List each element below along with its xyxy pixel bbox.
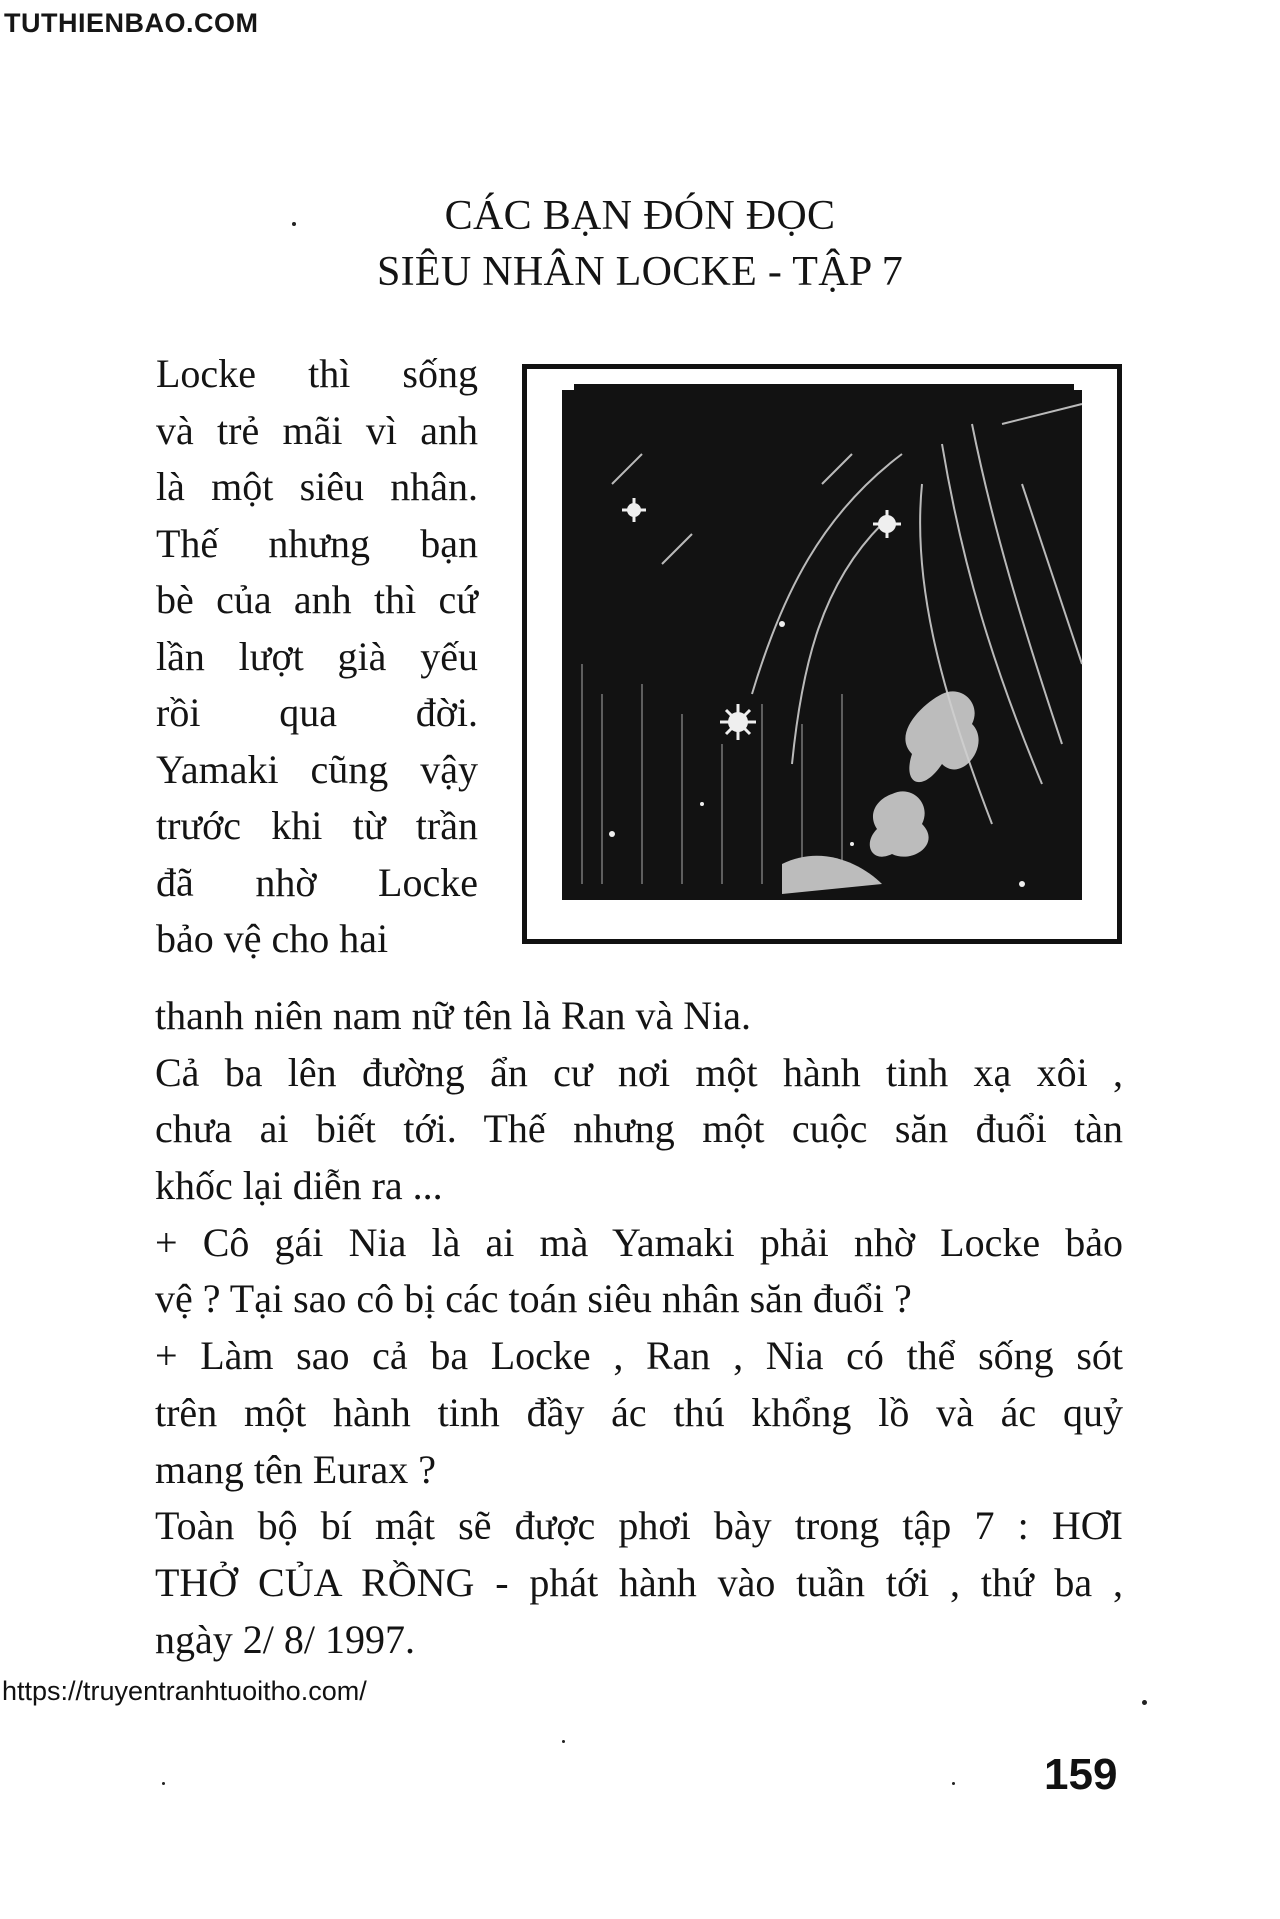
scan-speck: [1142, 1700, 1147, 1705]
cover-illustration: [522, 364, 1122, 944]
text-line: + Làm sao cả ba Locke , Ran , Nia có thể sống sót: [155, 1333, 1123, 1379]
page-number: 159: [1044, 1750, 1118, 1799]
body-text: [155, 988, 1123, 1668]
text-line: + Cô gái Nia là ai mà Yamaki phải nhờ Locke bảo: [155, 1219, 1123, 1265]
text-line: thanh niên nam nữ tên là Ran và Nia.: [155, 993, 751, 1038]
scan-speck: [952, 1782, 955, 1785]
text-line: Toàn bộ bí mật sẽ được phơi bày trong tập 7 : HƠI: [155, 1503, 1123, 1549]
title-line-1: CÁC BẠN ĐÓN ĐỌC: [444, 193, 836, 239]
title-line-2: SIÊU NHÂN LOCKE - TẬP 7: [376, 249, 904, 295]
text-line: và trẻ mãi vì anh: [156, 407, 478, 453]
text-line: đã nhờ Locke: [156, 859, 478, 905]
text-line: khốc lại diễn ra ...: [155, 1163, 443, 1209]
text-line: Thế nhưng bạn: [156, 520, 478, 566]
text-line: ngày 2/ 8/ 1997.: [155, 1616, 415, 1662]
scan-speck: [562, 1740, 565, 1743]
text-line: trên một hành tinh đầy ác thú khổng lồ và ác quỷ: [155, 1389, 1123, 1435]
illustration-image: [522, 364, 1122, 944]
text-line: bè của anh thì cứ: [156, 577, 478, 622]
watermark: TUTHIENBAO.COM: [4, 8, 259, 38]
text-line: Locke thì sống: [156, 351, 478, 396]
text-line: mang tên Eurax ?: [155, 1446, 436, 1492]
text-line: vệ ? Tại sao cô bị các toán siêu nhân săn đuổi ?: [155, 1276, 912, 1322]
scan-speck: [292, 222, 296, 226]
text-line: THỞ CỦA RỒNG - phát hành vào tuần tới , thứ ba ,: [155, 1559, 1123, 1605]
text-line: rồi qua đời.: [156, 690, 478, 735]
text-line: trước khi từ trần: [156, 803, 478, 848]
text-line: chưa ai biết tới. Thế nhưng một cuộc săn đuổi tàn: [155, 1106, 1123, 1152]
text-line: bảo vệ cho hai: [156, 916, 389, 961]
text-line: lần lượt già yếu: [156, 633, 478, 679]
scan-speck: [162, 1782, 165, 1785]
text-line: là một siêu nhân.: [156, 464, 478, 509]
source-url[interactable]: https://truyentranhtuoitho.com/: [2, 1676, 367, 1706]
text-line: Cả ba lên đường ẩn cư nơi một hành tinh xạ xôi ,: [155, 1049, 1123, 1095]
page-title: [0, 188, 1280, 300]
text-line: Yamaki cũng vậy: [156, 746, 478, 792]
left-column-text: [156, 346, 478, 968]
